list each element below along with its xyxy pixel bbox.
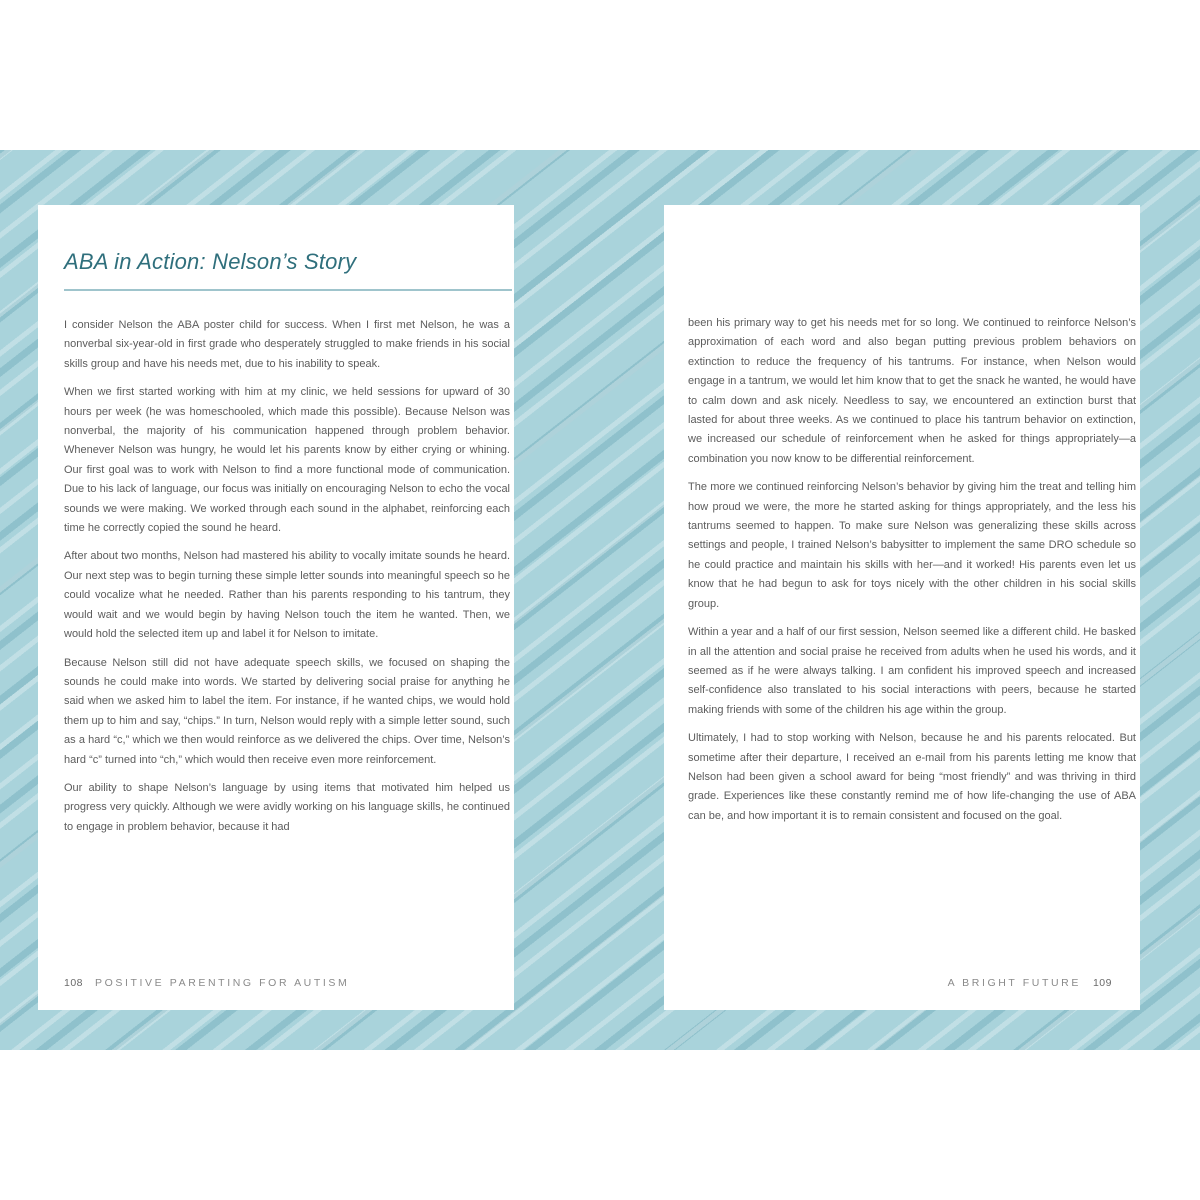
right-page [664, 205, 1140, 1010]
paragraph: Because Nelson still did not have adequate speech skills, we focused on shaping the sounds he could make into words. We started by delivering social praise for anything he said when we asked him to label the item. For instance, if he wanted chips, we would hold them up to him and say, “chips.” In turn, Nelson would reply with a simple letter sound, such as a hard “c,” which we then would reinforce as we delivered the chips. Over time, Nelson’s hard “c” turned into “ch,” which would then receive even more reinforcement. [64, 656, 510, 766]
paragraph: been his primary way to get his needs met for so long. We continued to reinforce Nelson’s approximation of each word and also began putting previous problem behaviors on extinction to reduce the frequency of his tantrums. For instance, when Nelson would engage in a tantrum, we would let him know that to get the snack he wanted, he would have to calm down and ask nicely. Needless to say, we encountered an extinction burst that lasted for about three weeks. As we continued to place his tantrum behavior on extinction, we increased our schedule of reinforcement when he asked for things appropriately—a combination you now know to be differential reinforcement. [688, 317, 1136, 465]
paragraph: I consider Nelson the ABA poster child for success. When I first met Nelson, he was a nonverbal six-year-old in first grade who desperately struggled to make friends in his social skills group and have his needs met, due to his inability to speak. [64, 319, 510, 370]
paragraph: After about two months, Nelson had mastered his ability to vocally imitate sounds he heard. Our next step was to begin turning these simple letter sounds into meaningful speech so he could vocalize what he needed. Rather than his parents responding to his tantrum, they would wait and we would begin by having Nelson touch the item he wanted. Then, we would hold the selected item up and label it for Nelson to imitate. [64, 550, 510, 641]
paragraph: When we first started working with him at my clinic, we held sessions for upward of 30 hours per week (he was homeschooled, which made this possible). Because Nelson was nonverbal, the majority of his communication happened through problem behavior. Whenever Nelson was hungry, he would let his parents know by either crying or whining. Our first goal was to work with Nelson to find a more functional mode of communication. Due to his lack of language, our focus was initially on encouraging Nelson to echo the vocal sounds we were making. We worked through each sound in the alphabet, reinforcing each time he correctly copied the sound he heard. [64, 386, 510, 535]
right-page-footer [948, 977, 1112, 989]
left-page-footer [64, 977, 349, 989]
running-title: POSITIVE PARENTING FOR AUTISM [95, 977, 350, 989]
left-page [38, 205, 514, 1010]
title-divider [64, 289, 512, 291]
section-title: ABA in Action: Nelson’s Story [64, 249, 357, 274]
left-page-body [64, 316, 510, 846]
paragraph: The more we continued reinforcing Nelson’s behavior by giving him the treat and telling him how proud we were, the more he started asking for things appropriately, and the less his tantrums seemed to happen. To make sure Nelson was generalizing these skills across settings and people, I trained Nelson’s babysitter to implement the same DRO schedule so he could practice and maintain his skills with her—and it worked! His parents even let us know that he had begun to ask for toys nicely with the other children in his social skills group. [688, 481, 1136, 610]
paragraph: Our ability to shape Nelson’s language by using items that motivated him helped us progress very quickly. Although we were avidly working on his language skills, he continued to engage in problem behavior, because it had [64, 781, 510, 833]
running-title: A BRIGHT FUTURE [947, 977, 1081, 989]
right-page-body [688, 314, 1136, 835]
page-number: 108 [64, 977, 84, 989]
paragraph: Within a year and a half of our first session, Nelson seemed like a different child. He basked in all the attention and social praise he received from adults when he used his words, and it seemed as if he were always talking. I am confident his improved speech and increased self-confidence also translated to his social interactions with peers, because he started making friends with some of the children his age within the group. [688, 626, 1136, 716]
paragraph: Ultimately, I had to stop working with Nelson, because he and his parents relocated. But sometime after their departure, I received an e-mail from his parents letting me know that Nelson had been given a school award for being “most friendly” and was thriving in third grade. Experiences like these constantly remind me of how life-changing the use of ABA can be, and how important it is to remain consistent and focused on the goal. [688, 732, 1136, 822]
page-number: 109 [1092, 977, 1112, 989]
